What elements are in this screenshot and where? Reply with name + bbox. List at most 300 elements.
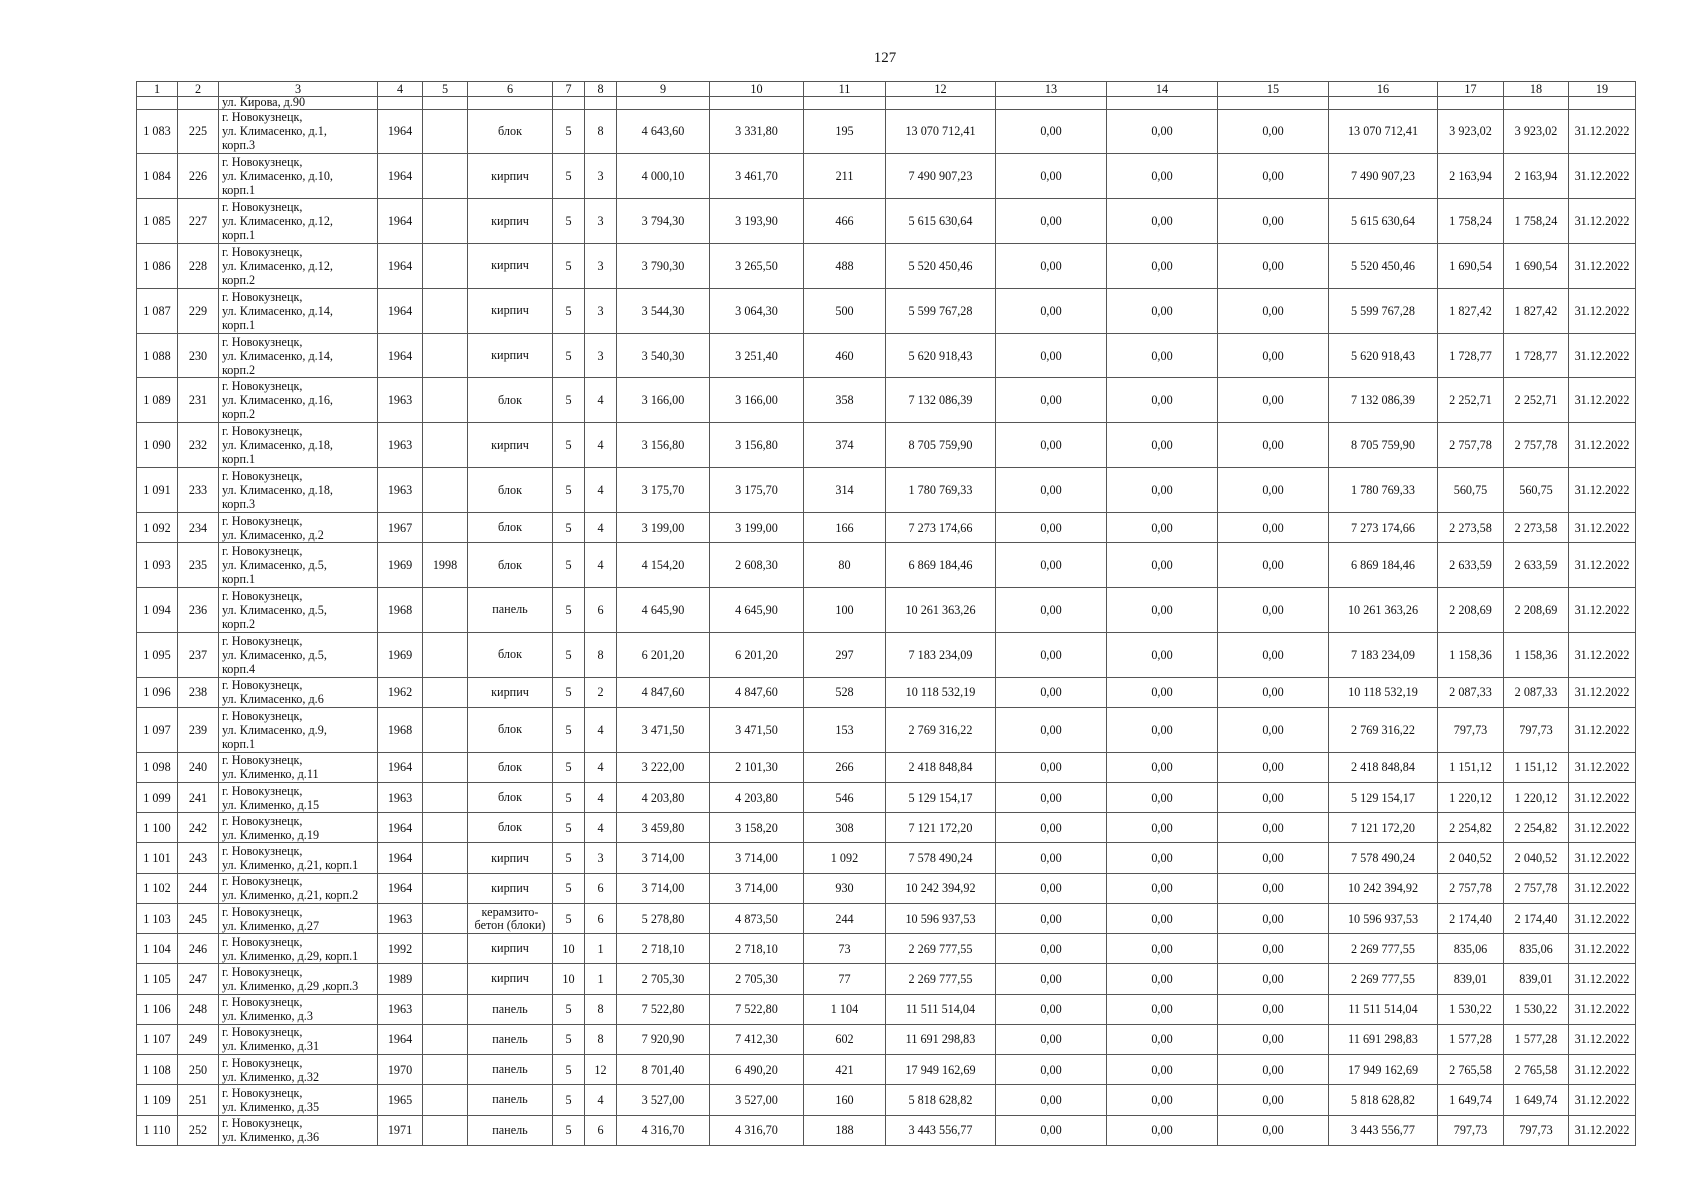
cell-c8: 6 — [585, 873, 617, 903]
cell-c19: 31.12.2022 — [1569, 588, 1636, 633]
address-line: ул. Климасенко, д.16, — [222, 393, 333, 408]
cell-c1: 1 086 — [137, 243, 178, 288]
cell-c1: 1 085 — [137, 199, 178, 244]
cell-c19: 31.12.2022 — [1569, 994, 1636, 1024]
table-row — [137, 903, 1636, 933]
cell-c14: 0,00 — [1107, 934, 1218, 964]
cell-c9: 4 643,60 — [617, 109, 710, 154]
continuation-row — [137, 97, 1636, 110]
cell-c8: 3 — [585, 154, 617, 199]
cell-c7: 5 — [553, 109, 585, 154]
column-header-15: 15 — [1218, 82, 1329, 97]
cell-c12: 2 769 316,22 — [886, 707, 996, 752]
cell-c17: 2 273,58 — [1438, 512, 1504, 542]
cell-c2: 250 — [178, 1055, 219, 1085]
cell-c5 — [423, 199, 468, 244]
cell-c16: 3 443 556,77 — [1329, 1115, 1438, 1145]
cell-c11: 374 — [804, 423, 886, 468]
cell-c12: 2 269 777,55 — [886, 964, 996, 994]
cell-c17: 2 087,33 — [1438, 677, 1504, 707]
cell-c8: 4 — [585, 1085, 617, 1115]
cell-address — [219, 1115, 378, 1145]
cell-c5 — [423, 288, 468, 333]
cell-c18: 1 827,42 — [1504, 288, 1569, 333]
cell-c11: 266 — [804, 752, 886, 782]
cell-c8: 6 — [585, 1115, 617, 1145]
cell-c13: 0,00 — [996, 1085, 1107, 1115]
table-row — [137, 632, 1636, 677]
cell-c4: 1964 — [378, 1024, 423, 1054]
cell-c15: 0,00 — [1218, 813, 1329, 843]
column-header-10: 10 — [710, 82, 804, 97]
table-row — [137, 843, 1636, 873]
table-header — [137, 82, 1636, 97]
cell-c7: 5 — [553, 707, 585, 752]
cell-c2: 237 — [178, 632, 219, 677]
cell-c9: 3 540,30 — [617, 333, 710, 378]
cell-c7: 5 — [553, 813, 585, 843]
cell-c9: 4 645,90 — [617, 588, 710, 633]
cell-c5 — [423, 843, 468, 873]
cell-c14: 0,00 — [1107, 1115, 1218, 1145]
cell-c19: 31.12.2022 — [1569, 964, 1636, 994]
cell-c16: 7 490 907,23 — [1329, 154, 1438, 199]
cell-address — [219, 512, 378, 542]
cell-c19: 31.12.2022 — [1569, 903, 1636, 933]
cell-c8: 8 — [585, 109, 617, 154]
cell-c16: 2 269 777,55 — [1329, 964, 1438, 994]
address-line: ул. Клименко, д.15 — [222, 797, 320, 812]
cell-c4: 1971 — [378, 1115, 423, 1145]
cell-c7: 5 — [553, 994, 585, 1024]
address-line: ул. Клименко, д.35 — [222, 1099, 320, 1114]
cell-c19: 31.12.2022 — [1569, 782, 1636, 812]
cell-c11: 77 — [804, 964, 886, 994]
address-line: корп.2 — [222, 407, 256, 422]
cell-c2: 251 — [178, 1085, 219, 1115]
cell-c16: 5 520 450,46 — [1329, 243, 1438, 288]
cell-c19: 31.12.2022 — [1569, 677, 1636, 707]
cell-c12: 2 269 777,55 — [886, 934, 996, 964]
cell-c17: 2 163,94 — [1438, 154, 1504, 199]
cell-c9: 3 527,00 — [617, 1085, 710, 1115]
cell-c19: 31.12.2022 — [1569, 333, 1636, 378]
cell-c19: 31.12.2022 — [1569, 752, 1636, 782]
column-header-5: 5 — [423, 82, 468, 97]
cell-c5 — [423, 782, 468, 812]
cell-c5 — [423, 378, 468, 423]
address-line: ул. Клименко, д.36 — [222, 1130, 320, 1145]
cell-c11: 528 — [804, 677, 886, 707]
cell-c13: 0,00 — [996, 199, 1107, 244]
column-header-1: 1 — [137, 82, 178, 97]
cell-c14: 0,00 — [1107, 543, 1218, 588]
cell-c8: 6 — [585, 588, 617, 633]
cell-c15: 0,00 — [1218, 934, 1329, 964]
cell-c5 — [423, 1115, 468, 1145]
cell-c10: 2 608,30 — [710, 543, 804, 588]
cell-c15: 0,00 — [1218, 512, 1329, 542]
address-line: корп.1 — [222, 452, 256, 467]
cell-c6: блок — [468, 512, 553, 542]
cell-c12: 10 242 394,92 — [886, 873, 996, 903]
cell-c13: 0,00 — [996, 288, 1107, 333]
cell-c8: 4 — [585, 782, 617, 812]
address-line: г. Новокузнецк, — [222, 469, 303, 484]
cell-c16: 10 118 532,19 — [1329, 677, 1438, 707]
cell-address — [219, 813, 378, 843]
table-row — [137, 333, 1636, 378]
cell-c2: 236 — [178, 588, 219, 633]
cell-c2: 226 — [178, 154, 219, 199]
cell-c10: 4 316,70 — [710, 1115, 804, 1145]
address-line: г. Новокузнецк, — [222, 200, 303, 215]
cell-c2: 235 — [178, 543, 219, 588]
cell-c11: 421 — [804, 1055, 886, 1085]
address-line: ул. Климасенко, д.5, — [222, 647, 327, 662]
address-line: г. Новокузнецк, — [222, 678, 303, 693]
address-line: г. Новокузнецк, — [222, 1085, 303, 1100]
cell-c8: 1 — [585, 934, 617, 964]
cell-c11: 358 — [804, 378, 886, 423]
cell-c1: 1 101 — [137, 843, 178, 873]
column-header-6: 6 — [468, 82, 553, 97]
cell-c8: 4 — [585, 512, 617, 542]
cell-c2: 234 — [178, 512, 219, 542]
cell-c16: 8 705 759,90 — [1329, 423, 1438, 468]
cell-c12: 2 418 848,84 — [886, 752, 996, 782]
column-header-3: 3 — [219, 82, 378, 97]
cell-c10: 6 490,20 — [710, 1055, 804, 1085]
cell-c15: 0,00 — [1218, 154, 1329, 199]
cell-c1: 1 100 — [137, 813, 178, 843]
address-line: корп.3 — [222, 138, 256, 153]
cell-c1: 1 105 — [137, 964, 178, 994]
cell-c18: 1 690,54 — [1504, 243, 1569, 288]
cell-c16: 2 418 848,84 — [1329, 752, 1438, 782]
table-row — [137, 512, 1636, 542]
cell-c14: 0,00 — [1107, 964, 1218, 994]
cell-c12: 5 520 450,46 — [886, 243, 996, 288]
cell-c13: 0,00 — [996, 843, 1107, 873]
cell-c7: 5 — [553, 1055, 585, 1085]
cell-c1: 1 109 — [137, 1085, 178, 1115]
cell-c6: кирпич — [468, 333, 553, 378]
cell-c8: 3 — [585, 243, 617, 288]
address-line: ул. Климасенко, д.2 — [222, 527, 324, 542]
address-line: г. Новокузнецк, — [222, 995, 303, 1010]
address-line: корп.1 — [222, 183, 256, 198]
cell-c4: 1969 — [378, 543, 423, 588]
cell-c13: 0,00 — [996, 677, 1107, 707]
cell-c13: 0,00 — [996, 423, 1107, 468]
cell-c12: 5 615 630,64 — [886, 199, 996, 244]
cell-c14: 0,00 — [1107, 109, 1218, 154]
cell-c14: 0,00 — [1107, 677, 1218, 707]
address-line: г. Новокузнецк, — [222, 934, 303, 949]
cell-c10: 3 193,90 — [710, 199, 804, 244]
cell-c6: кирпич — [468, 243, 553, 288]
address-line: г. Новокузнецк, — [222, 964, 303, 979]
address-line: ул. Клименко, д.29 ,корп.3 — [222, 978, 359, 993]
cell-c16: 1 780 769,33 — [1329, 468, 1438, 513]
cell-c15: 0,00 — [1218, 677, 1329, 707]
cell-c14: 0,00 — [1107, 333, 1218, 378]
cell-c8: 4 — [585, 423, 617, 468]
table-row — [137, 378, 1636, 423]
cell-c7: 5 — [553, 243, 585, 288]
address-line: корп.1 — [222, 317, 256, 332]
cell-c14: 0,00 — [1107, 1055, 1218, 1085]
column-header-13: 13 — [996, 82, 1107, 97]
cell-address — [219, 677, 378, 707]
cell-c10: 3 714,00 — [710, 843, 804, 873]
cell-c4: 1967 — [378, 512, 423, 542]
cell-c12: 11 511 514,04 — [886, 994, 996, 1024]
cell-c10: 7 412,30 — [710, 1024, 804, 1054]
cell-c16: 7 121 172,20 — [1329, 813, 1438, 843]
cell-c19: 31.12.2022 — [1569, 109, 1636, 154]
cell-c9: 3 199,00 — [617, 512, 710, 542]
cell-c2: 231 — [178, 378, 219, 423]
cell-c2: 242 — [178, 813, 219, 843]
cell-c9: 4 847,60 — [617, 677, 710, 707]
cell-address — [219, 543, 378, 588]
cell-c10: 4 847,60 — [710, 677, 804, 707]
cell-c4: 1969 — [378, 632, 423, 677]
cell-c12: 7 121 172,20 — [886, 813, 996, 843]
cell-c2: 225 — [178, 109, 219, 154]
cell-c2: 238 — [178, 677, 219, 707]
cell-c8: 8 — [585, 994, 617, 1024]
cell-c16: 10 596 937,53 — [1329, 903, 1438, 933]
cell-c8: 4 — [585, 813, 617, 843]
cell-c11: 244 — [804, 903, 886, 933]
cell-c19: 31.12.2022 — [1569, 512, 1636, 542]
cell-c2: 239 — [178, 707, 219, 752]
cell-c7: 5 — [553, 512, 585, 542]
cell-address — [219, 964, 378, 994]
cell-c14: 0,00 — [1107, 288, 1218, 333]
cell-c11 — [804, 97, 886, 110]
cell-address — [219, 994, 378, 1024]
cell-c6: блок — [468, 782, 553, 812]
cell-c7: 5 — [553, 423, 585, 468]
cell-c5 — [423, 934, 468, 964]
address-line: ул. Климасенко, д.18, — [222, 483, 333, 498]
cell-c16: 2 269 777,55 — [1329, 934, 1438, 964]
cell-c17: 2 254,82 — [1438, 813, 1504, 843]
cell-c9: 5 278,80 — [617, 903, 710, 933]
address-line: корп.2 — [222, 272, 256, 287]
cell-c6: кирпич — [468, 199, 553, 244]
cell-c8: 12 — [585, 1055, 617, 1085]
cell-c4: 1964 — [378, 752, 423, 782]
cell-c1: 1 089 — [137, 378, 178, 423]
cell-c4: 1968 — [378, 707, 423, 752]
cell-c17: 797,73 — [1438, 707, 1504, 752]
cell-c2: 245 — [178, 903, 219, 933]
cell-c17: 1 728,77 — [1438, 333, 1504, 378]
table-row — [137, 288, 1636, 333]
cell-c12: 7 273 174,66 — [886, 512, 996, 542]
cell-c15: 0,00 — [1218, 964, 1329, 994]
cell-c2: 227 — [178, 199, 219, 244]
cell-c16: 10 242 394,92 — [1329, 873, 1438, 903]
cell-c2: 232 — [178, 423, 219, 468]
cell-c6: панель — [468, 588, 553, 633]
cell-c19: 31.12.2022 — [1569, 1085, 1636, 1115]
cell-c11: 546 — [804, 782, 886, 812]
cell-c15: 0,00 — [1218, 752, 1329, 782]
address-line: г. Новокузнецк, — [222, 155, 303, 170]
cell-c14: 0,00 — [1107, 243, 1218, 288]
table-row — [137, 243, 1636, 288]
cell-c13: 0,00 — [996, 378, 1107, 423]
cell-c2: 229 — [178, 288, 219, 333]
cell-c12: 5 620 918,43 — [886, 333, 996, 378]
cell-c19: 31.12.2022 — [1569, 468, 1636, 513]
cell-c5 — [423, 1055, 468, 1085]
cell-c14: 0,00 — [1107, 154, 1218, 199]
address-line: г. Новокузнецк, — [222, 289, 303, 304]
cell-c8: 3 — [585, 199, 617, 244]
cell-c9: 3 794,30 — [617, 199, 710, 244]
cell-c17: 2 757,78 — [1438, 873, 1504, 903]
address-line: г. Новокузнецк, — [222, 588, 303, 603]
cell-c19: 31.12.2022 — [1569, 1024, 1636, 1054]
cell-c10: 3 265,50 — [710, 243, 804, 288]
address-line: ул. Климасенко, д.1, — [222, 124, 327, 139]
address-line: г. Новокузнецк, — [222, 813, 303, 828]
cell-c13: 0,00 — [996, 782, 1107, 812]
table-row — [137, 752, 1636, 782]
cell-c7: 5 — [553, 632, 585, 677]
cell-c1: 1 096 — [137, 677, 178, 707]
column-header-7: 7 — [553, 82, 585, 97]
cell-c13: 0,00 — [996, 964, 1107, 994]
cell-address — [219, 752, 378, 782]
column-header-11: 11 — [804, 82, 886, 97]
cell-c9: 3 459,80 — [617, 813, 710, 843]
cell-c9: 4 154,20 — [617, 543, 710, 588]
cell-c6: кирпич — [468, 934, 553, 964]
cell-c6: кирпич — [468, 677, 553, 707]
cell-c16: 7 273 174,66 — [1329, 512, 1438, 542]
cell-c10 — [710, 97, 804, 110]
cell-c19: 31.12.2022 — [1569, 934, 1636, 964]
cell-c4: 1962 — [378, 677, 423, 707]
cell-c5 — [423, 588, 468, 633]
cell-c12: 13 070 712,41 — [886, 109, 996, 154]
cell-c8: 4 — [585, 543, 617, 588]
cell-c16: 10 261 363,26 — [1329, 588, 1438, 633]
cell-c18: 2 757,78 — [1504, 873, 1569, 903]
cell-c17: 1 530,22 — [1438, 994, 1504, 1024]
cell-c1: 1 102 — [137, 873, 178, 903]
cell-c16: 5 129 154,17 — [1329, 782, 1438, 812]
address-line: ул. Клименко, д.29, корп.1 — [222, 948, 359, 963]
cell-c19: 31.12.2022 — [1569, 1055, 1636, 1085]
cell-address — [219, 903, 378, 933]
cell-c14: 0,00 — [1107, 843, 1218, 873]
cell-c7: 5 — [553, 752, 585, 782]
cell-c6: кирпич — [468, 964, 553, 994]
address-line: ул. Клименко, д.21, корп.2 — [222, 888, 359, 903]
cell-address — [219, 199, 378, 244]
cell-c7: 5 — [553, 333, 585, 378]
cell-address — [219, 632, 378, 677]
cell-c5 — [423, 109, 468, 154]
cell-c13: 0,00 — [996, 1115, 1107, 1145]
column-header-18: 18 — [1504, 82, 1569, 97]
cell-address — [219, 1085, 378, 1115]
cell-c17: 1 758,24 — [1438, 199, 1504, 244]
cell-c1: 1 103 — [137, 903, 178, 933]
cell-c15: 0,00 — [1218, 378, 1329, 423]
cell-c18: 1 158,36 — [1504, 632, 1569, 677]
cell-c1: 1 107 — [137, 1024, 178, 1054]
cell-c11: 160 — [804, 1085, 886, 1115]
address-line: ул. Климасенко, д.14, — [222, 348, 333, 363]
cell-c9: 3 714,00 — [617, 843, 710, 873]
cell-c9: 4 203,80 — [617, 782, 710, 812]
cell-address — [219, 782, 378, 812]
table-row — [137, 873, 1636, 903]
cell-c9: 8 701,40 — [617, 1055, 710, 1085]
cell-c16: 17 949 162,69 — [1329, 1055, 1438, 1085]
address-line: г. Новокузнецк, — [222, 1116, 303, 1131]
cell-c5 — [423, 903, 468, 933]
cell-c17: 1 827,42 — [1438, 288, 1504, 333]
cell-c12 — [886, 97, 996, 110]
cell-c11: 466 — [804, 199, 886, 244]
cell-c15: 0,00 — [1218, 1115, 1329, 1145]
cell-c6: блок — [468, 468, 553, 513]
cell-c16: 6 869 184,46 — [1329, 543, 1438, 588]
cell-c13: 0,00 — [996, 707, 1107, 752]
address-line: ул. Клименко, д.27 — [222, 918, 320, 933]
cell-c5: 1998 — [423, 543, 468, 588]
table-row — [137, 707, 1636, 752]
cell-address — [219, 333, 378, 378]
cell-c13: 0,00 — [996, 468, 1107, 513]
header-row — [137, 82, 1636, 97]
cell-c12: 7 132 086,39 — [886, 378, 996, 423]
cell-c6: кирпич — [468, 423, 553, 468]
cell-c16: 5 818 628,82 — [1329, 1085, 1438, 1115]
address-line: ул. Климасенко, д.12, — [222, 214, 333, 229]
cell-c17: 1 158,36 — [1438, 632, 1504, 677]
cell-c12: 8 705 759,90 — [886, 423, 996, 468]
cell-c18: 2 040,52 — [1504, 843, 1569, 873]
cell-c2: 241 — [178, 782, 219, 812]
cell-c1: 1 099 — [137, 782, 178, 812]
cell-c11: 1 104 — [804, 994, 886, 1024]
cell-c15 — [1218, 97, 1329, 110]
table-row — [137, 468, 1636, 513]
cell-c19: 31.12.2022 — [1569, 813, 1636, 843]
cell-c17: 2 757,78 — [1438, 423, 1504, 468]
cell-address — [219, 1055, 378, 1085]
cell-c11: 153 — [804, 707, 886, 752]
cell-c13: 0,00 — [996, 333, 1107, 378]
cell-c11: 460 — [804, 333, 886, 378]
cell-c10: 2 705,30 — [710, 964, 804, 994]
table-row — [137, 677, 1636, 707]
cell-c4: 1963 — [378, 378, 423, 423]
cell-c12: 10 596 937,53 — [886, 903, 996, 933]
